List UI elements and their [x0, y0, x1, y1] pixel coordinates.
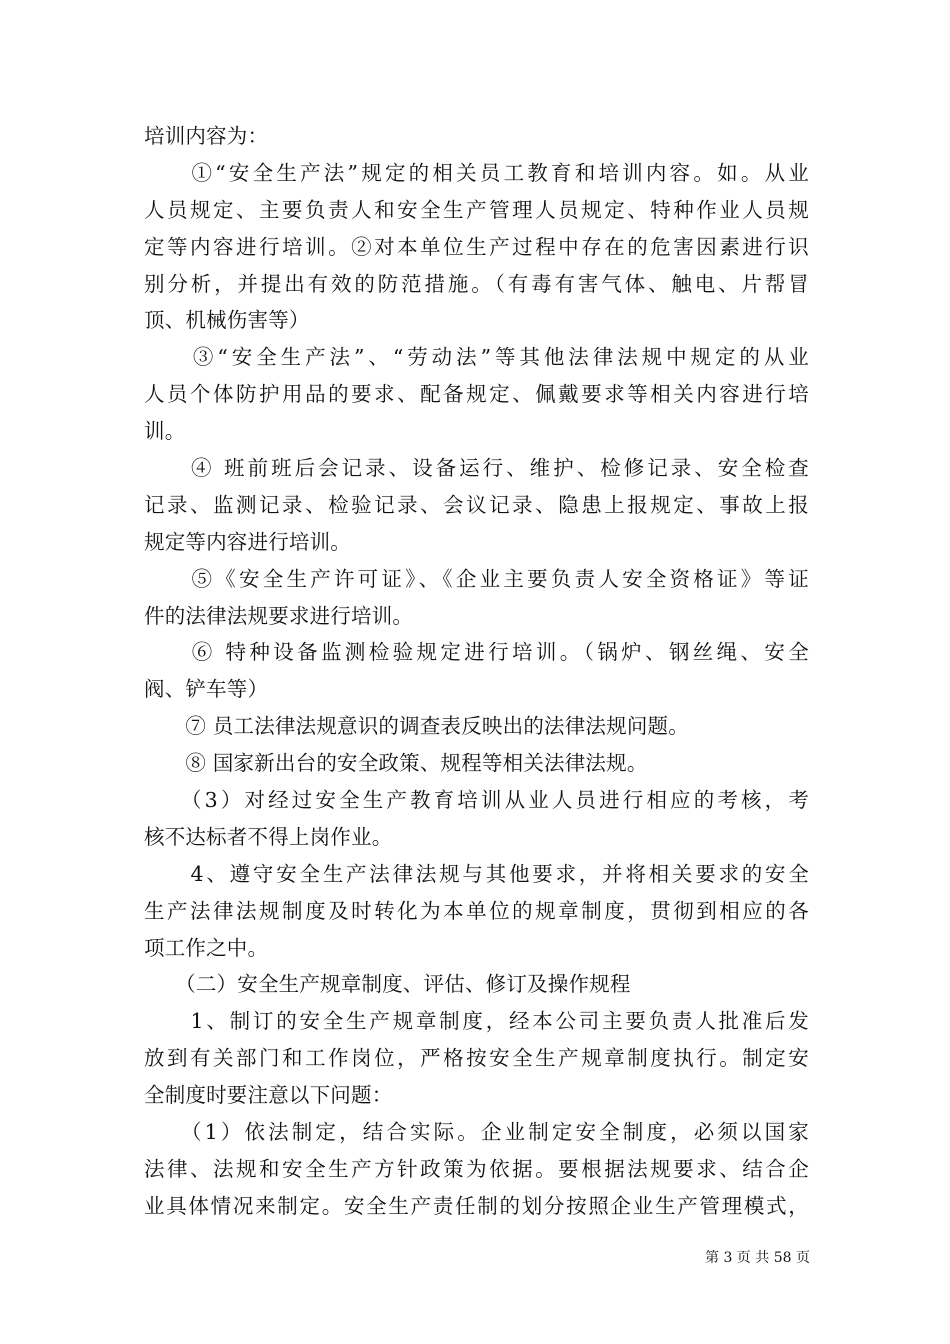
text-line: ④ 班前班后会记录、设备运行、维护、检修记录、安全检查	[144, 456, 809, 481]
text-line: ⑤《安全生产许可证》、《企业主要负责人安全资格证》等证	[144, 566, 809, 591]
text-line: 训。	[144, 419, 186, 444]
text-line: 业具体情况来制定。安全生产责任制的划分按照企业生产管理模式，	[144, 1193, 809, 1218]
text-line: 核不达标者不得上岗作业。	[144, 824, 393, 849]
text-line: ①“安全生产法”规定的相关员工教育和培训内容。如。从业	[144, 160, 809, 185]
text-line: 培训内容为：	[144, 124, 269, 148]
text-line: （1）依法制定，结合实际。企业制定安全制度，必须以国家	[144, 1120, 809, 1145]
text-line: ⑥ 特种设备监测检验规定进行培训。（锅炉、钢丝绳、安全	[144, 640, 809, 665]
text-line: 1、制订的安全生产规章制度，经本公司主要负责人批准后发	[144, 1009, 809, 1034]
text-line: 别分析，并提出有效的防范措施。（有毒有害气体、触电、片帮冒	[144, 271, 809, 296]
text-line: 记录、监测记录、检验记录、会议记录、隐患上报规定、事故上报	[144, 492, 809, 517]
text-line: 规定等内容进行培训。	[144, 529, 351, 554]
text-line: ⑦ 员工法律法规意识的调查表反映出的法律法规问题。	[144, 714, 689, 739]
text-line: ⑧ 国家新出台的安全政策、规程等相关法律法规。	[144, 751, 648, 776]
document-body	[144, 118, 809, 1225]
section-heading: （二）安全生产规章制度、评估、修订及操作规程	[144, 972, 631, 997]
text-line: 法律、法规和安全生产方针政策为依据。要根据法规要求、结合企	[144, 1156, 809, 1181]
text-line: 件的法律法规要求进行培训。	[144, 603, 414, 628]
page-number-footer: 第 3 页 共 58 页	[705, 1250, 810, 1266]
text-line: 定等内容进行培训。②对本单位生产过程中存在的危害因素进行识	[144, 234, 809, 259]
text-line: 4、遵守安全生产法律法规与其他要求，并将相关要求的安全	[144, 861, 809, 886]
text-line: 项工作之中。	[144, 935, 269, 960]
text-line: 放到有关部门和工作岗位，严格按安全生产规章制度执行。制定安	[144, 1046, 809, 1071]
text-line: ③“安全生产法”、“劳动法”等其他法律法规中规定的从业	[144, 345, 809, 370]
text-line: 人员规定、主要负责人和安全生产管理人员规定、特种作业人员规	[144, 197, 809, 222]
text-line: （3）对经过安全生产教育培训从业人员进行相应的考核，考	[144, 788, 809, 813]
text-line: 顶、机械伤害等）	[144, 308, 310, 333]
text-line: 阀、铲车等）	[144, 677, 269, 702]
text-line: 人员个体防护用品的要求、配备规定、佩戴要求等相关内容进行培	[144, 382, 809, 407]
text-line: 全制度时要注意以下问题：	[144, 1083, 393, 1108]
text-line: 生产法律法规制度及时转化为本单位的规章制度，贯彻到相应的各	[144, 898, 809, 923]
